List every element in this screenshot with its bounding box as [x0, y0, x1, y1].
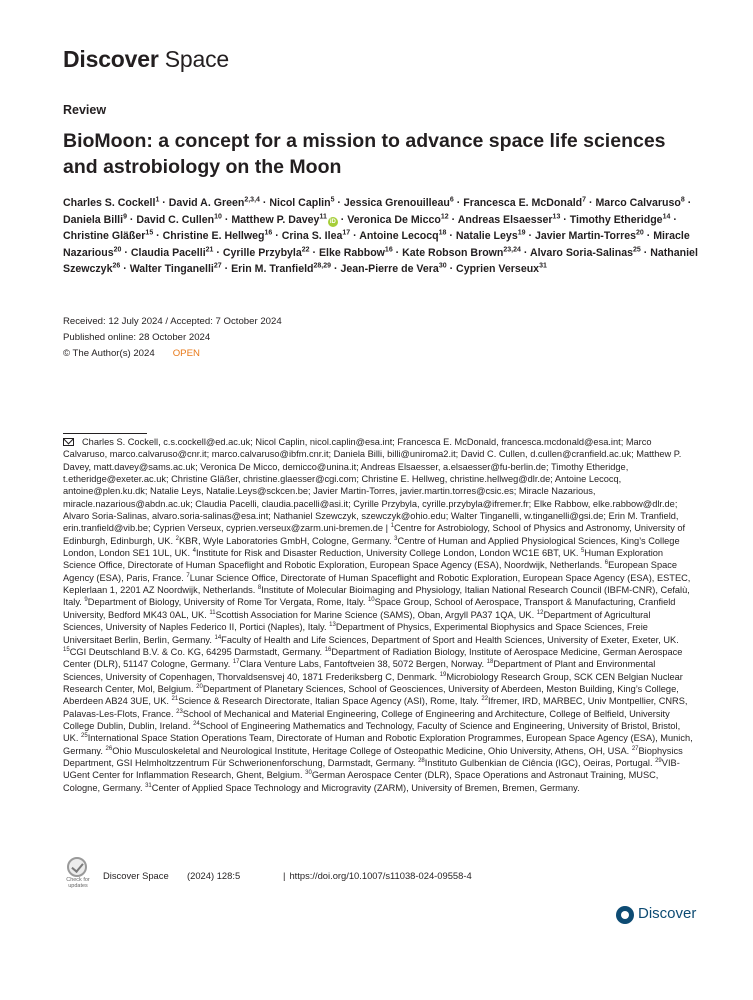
author[interactable] [344, 197, 454, 209]
affiliation-text: European Space Agency (ESA), Paris, France. [63, 560, 678, 583]
author-name: Natalie Leys [455, 230, 518, 243]
affiliation-number: 6 [604, 560, 609, 567]
author-affiliation: 16 [384, 246, 393, 254]
affiliation-number: 9 [84, 597, 88, 604]
publisher-name: Discover [638, 905, 697, 922]
author-name: Crina S. Ilea [281, 230, 343, 243]
author-affiliation: 7 [582, 196, 587, 204]
affiliation-number: 23 [176, 708, 183, 715]
affiliation-text: Institute for Risk and Disaster Reduction, University College London, London WC1E 6BT, UK. [195, 548, 582, 559]
affiliation-text: Department of Radiation Biology, Institute of Aerospace Medicine, German Aerospace Center (DLR), 51147 Cologne, Germany. [63, 646, 683, 670]
affiliation-number: 11 [209, 609, 216, 616]
author-separator: · [153, 230, 163, 243]
author[interactable] [535, 230, 644, 242]
author-name: Francesca E. McDonald [463, 197, 583, 209]
author[interactable] [63, 230, 153, 242]
affiliation-text: Ohio Musculoskeletal and Neurological Institute, Heritage College of Osteopathic Medicine, Ohio University, Athens, OH, USA. [112, 745, 632, 756]
author[interactable] [130, 263, 222, 275]
author-separator: · [453, 197, 464, 209]
author-affiliation: 1 [155, 196, 160, 204]
affiliation-number: 13 [329, 622, 336, 629]
affiliation-number: 28 [418, 757, 425, 764]
author-list [63, 195, 703, 278]
article-dates [63, 314, 282, 362]
author-separator: · [392, 246, 403, 259]
affiliation-text: Department of Physics, Experimental Biophysics and Space Sciences, Freie Universitaet Berlin, Berlin, Germany. [63, 622, 648, 645]
author-name: Christine E. Hellweg [162, 230, 265, 243]
author-separator: · [670, 213, 677, 226]
affiliation-text: Faculty of Health and Life Sciences, Department of Sport and Health Sciences, University of Exeter, Exeter, UK. [221, 634, 679, 645]
author-separator: · [520, 246, 530, 259]
author[interactable] [269, 197, 334, 209]
affiliation-number: 2 [175, 535, 179, 542]
check-for-updates-label: Check for updates [66, 877, 90, 889]
author-affiliation: 26 [112, 262, 121, 270]
affiliation-text: Instituto Gulbenkian de Ciência (IGC), Oeiras, Portugal. [424, 757, 656, 768]
author-affiliation: 13 [552, 213, 561, 221]
author[interactable] [359, 230, 446, 242]
affiliation-number: 1 [390, 523, 394, 530]
discover-logo-icon [616, 906, 634, 924]
affiliation-text: Human Exploration Science Office, Directorate of Human Spaceflight and Robotic Exploration, European Space Agency (ESA), Noordwijk, Netherlands. [63, 548, 664, 571]
author-name: Erin M. Tranfield [231, 263, 314, 276]
author-affiliation: 5 [330, 196, 335, 204]
affiliation-text: Ifremer, IRD, MARBEC, Univ Montpellier, CNRS, Palavas-Les-Flots, France. [63, 696, 688, 719]
author-separator: · [684, 197, 692, 209]
affiliation-text: Department of Biology, University of Rome Tor Vergata, Rome, Italy. [87, 597, 368, 608]
footnote-divider [63, 433, 147, 434]
author-affiliation: 9 [123, 213, 127, 221]
check-icon [67, 857, 87, 877]
affiliation-number: 31 [145, 782, 152, 789]
author-affiliation: 14 [662, 213, 671, 221]
author-name: Timothy Etheridge [569, 213, 663, 226]
author-affiliation: 10 [214, 213, 222, 221]
affiliation-text: German Aerospace Center (DLR), Space Operations and Astronaut Training, MUSC, Cologne, Germany. [63, 770, 659, 793]
author-affiliation: 19 [517, 229, 526, 237]
author-separator: · [525, 230, 535, 243]
affiliation-number: 15 [63, 646, 70, 653]
author-separator: · [331, 263, 341, 276]
affiliation-text: Science & Research Directorate, Italian Space Agency (ASI), Rome, Italy. [178, 696, 482, 707]
author[interactable] [231, 263, 331, 275]
affiliation-number: 18 [486, 659, 494, 666]
page-footer [63, 857, 703, 889]
author-name: Matthew P. Davey [231, 213, 320, 226]
affiliation-text: KBR, Wyle Laboratories GmbH, Cologne, Germany. [178, 535, 395, 546]
author[interactable] [63, 214, 127, 226]
author-separator: · [120, 263, 130, 276]
author-name: Veronica De Micco [347, 213, 441, 226]
affiliation-text: Biophysics Department, GSI Helmholtzzentrum Für Schwerionenforschung, Darmstadt, Germany. [63, 745, 683, 768]
author-separator: · [221, 263, 232, 276]
affiliation-number: 24 [193, 720, 200, 727]
author-name: Marco Calvaruso [595, 197, 681, 209]
affiliation-text: Scottish Association for Marine Science (SAMS), Oban, Argyll PA37 1QA, UK. [215, 609, 537, 620]
affiliation-text: Charles S. Cockell, c.s.cockell@ed.ac.uk; Nicol Caplin, nicol.caplin@esa.int; Francesca E. McDonald, francesca.mcdonald@esa.int; Marco Calvaruso, marco.calvaruso@cnr.it; marco.calvaruso@ibfm.cnr.it; Daniela Billi, billi@uniroma2.it; David C. Cullen, d.cullen@cranfield.ac.uk; Matthew P. Davey, matt.davey@sams.ac.uk; Veronica De Micco, demicco@unina.it; Andreas Elsaesser, a.elsaesser@fu-berlin.de; Timothy Etheridge, t.etheridge@exeter.ac.uk; Christine Gläßer, christine.glaesser@cgi.com; Christine E. Hellweg, christine.hellweg@dlr.de; Antoine Lecocq, antoine@plen.ku.dk; Natalie Leys, Natalie.Leys@sckcen.be; Javier Martin-Torres, javier.martin.torres@csic.es; Miracle Nazarious, miracle.nazarious@abdn.ac.uk; Claudia Pacelli, claudia.pacelli@asi.it; Cyrille Przybyla, cyrille.przybyla@ifremer.fr; Elke Rabbow, elke.rabbow@dlr.de; Alvaro Soria-Salinas, alvaro.soria-salinas@esa.int; Nathaniel Szewczyk, szewczyk@ohio.edu; Walter Tinganelli, w.tinganelli@gsi.de; Erin M. Tranfield, erin.tranfield@vib.be; Cyprien Verseux, cyprien.verseux@zarm.uni-bremen.de | [63, 437, 682, 534]
author[interactable] [223, 247, 310, 259]
check-for-updates-badge[interactable] [63, 857, 93, 889]
affiliation-number: 25 [81, 733, 88, 740]
author-affiliation: 28,29 [313, 262, 332, 270]
affiliation-number: 21 [171, 696, 179, 703]
author-name: Jessica Grenouilleau [343, 197, 450, 209]
affiliation-number: 8 [257, 585, 262, 592]
author-separator: · [272, 230, 282, 243]
journal-name-light: Space [164, 46, 229, 72]
author-separator: · [640, 246, 651, 259]
affiliation-number: 22 [481, 696, 489, 703]
author-separator: · [586, 197, 596, 209]
author-affiliation: 8 [680, 196, 685, 204]
author-affiliation: 27 [213, 262, 222, 270]
author-separator: · [259, 197, 270, 209]
author-separator: · [221, 213, 232, 226]
journal-name [63, 46, 229, 73]
doi-link[interactable]: https://doi.org/10.1007/s11038-024-09558-4 [289, 870, 472, 881]
correspondence-affiliations [63, 436, 693, 794]
affiliation-number: 12 [536, 609, 544, 616]
affiliation-number: 14 [214, 634, 222, 641]
author-separator: · [334, 197, 344, 209]
author-name: Cyrille Przybyla [222, 246, 302, 259]
author[interactable] [63, 197, 159, 209]
affiliation-number: 20 [196, 683, 203, 690]
copyright-line [63, 346, 282, 362]
author-affiliation: 11 [319, 213, 327, 221]
author-name: Claudia Pacelli [130, 246, 206, 259]
author-name: Jean-Pierre de Vera [340, 263, 439, 276]
author[interactable] [595, 197, 684, 209]
author-affiliation: 30 [438, 262, 447, 270]
author-name: Javier Martin-Torres [534, 230, 637, 243]
received-accepted-date: Received: 12 July 2024 / Accepted: 7 October 2024 [63, 316, 282, 327]
author-name: Christine Gläßer [63, 230, 146, 243]
affiliation-number: 19 [439, 671, 447, 678]
author-affiliation: 22 [301, 246, 310, 254]
author-separator: · [560, 213, 570, 226]
author-name: Andreas Elsaesser [457, 213, 553, 226]
affiliation-text: Space Group, School of Aerospace, Transport & Manufacturing, Cranfield University, Bedford MK43 0AL, UK. [63, 597, 676, 620]
author-name: David A. Green [168, 197, 245, 209]
author[interactable] [136, 214, 222, 226]
affiliation-text: Center of Applied Space Technology and Microgravity (ZARM), University of Bremen, Bremen, Germany. [151, 782, 580, 793]
affiliation-text: CGI Deutschland B.V. & Co. KG, 64295 Darmstadt, Germany. [69, 646, 325, 657]
author[interactable] [131, 247, 214, 259]
author[interactable] [570, 214, 671, 226]
author[interactable] [402, 247, 521, 259]
author-affiliation: 23,24 [503, 246, 521, 254]
author[interactable] [347, 214, 448, 226]
affiliation-text: Department of Agricultural Sciences, University of Naples Federico II, Portici (Naples), Italy. [63, 609, 651, 633]
affiliation-text: Lunar Science Office, Directorate of Human Spaceflight and Robotic Exploration, European Space Agency (ESA), ESTEC, Keplerlaan 1, 2201 AZ Noordwijk, Netherlands. [63, 572, 691, 596]
affiliation-text: Clara Venture Labs, Fantoftveien 38, 5072 Bergen, Norway. [239, 659, 487, 670]
author-separator: · [446, 230, 456, 243]
author-name: Nathaniel Szewczyk [63, 246, 698, 276]
author[interactable] [456, 230, 526, 242]
journal-name-bold: Discover [63, 46, 159, 72]
affiliation-text: VIB-UGent Center for Inflammation Research, Ghent, Belgium. [63, 757, 680, 781]
author-affiliation: 2,3,4 [244, 196, 260, 204]
author-affiliation: 31 [539, 262, 547, 270]
author[interactable] [163, 230, 273, 242]
author-affiliation: 20 [113, 246, 122, 254]
author[interactable] [282, 230, 350, 242]
author-name: Elke Rabbow [318, 246, 385, 259]
author-name: Kate Robson Brown [402, 246, 504, 259]
affiliation-number: 26 [105, 745, 113, 752]
affiliation-text: International Space Station Operations Team, Directorate of Human and Robotic Exploration Programmes, European Space Agency (ESA), Munich, Germany. [63, 733, 693, 756]
orcid-icon[interactable]: iD [329, 218, 336, 225]
author-affiliation: 6 [449, 196, 454, 204]
author-separator: · [643, 230, 654, 243]
author[interactable] [530, 247, 641, 259]
affiliation-text: Centre of Human and Applied Physiological Sciences, King’s College London, London SE1 1UL, UK. [63, 535, 680, 559]
open-access-badge[interactable]: OPEN [172, 348, 200, 359]
author-affiliation: 20 [636, 229, 644, 237]
author-affiliation: 12 [440, 213, 449, 221]
author[interactable] [319, 247, 393, 259]
published-date: Published online: 28 October 2024 [63, 332, 211, 343]
author[interactable] [463, 197, 586, 209]
author-affiliation: 21 [205, 246, 214, 254]
mail-icon [63, 438, 74, 446]
footer-separator: | [283, 870, 286, 881]
author-separator: · [159, 197, 169, 209]
affiliation-text: Institute of Molecular Bioimaging and Physiology, Italian National Research Council (IBFM-CNR), Cefalù, Italy. [63, 585, 690, 608]
author[interactable] [169, 197, 260, 209]
author-separator: · [337, 213, 348, 226]
author-separator: · [448, 213, 458, 226]
affiliation-number: 16 [324, 646, 332, 653]
affiliation-number: 7 [186, 572, 190, 579]
footer-citation: (2024) 128:5 [187, 870, 241, 881]
publisher-logo[interactable] [616, 904, 696, 926]
author-affiliation: 17 [342, 229, 351, 237]
affiliation-text: Department of Plant and Environmental Sciences, University of Copenhagen, Thorvaldsensvej 40, 1871 Frederiksberg C, Denmark. [63, 659, 656, 682]
affiliation-number: 10 [367, 597, 375, 604]
article-type: Review [63, 103, 107, 117]
affiliation-text: Centre for Astrobiology, School of Physics and Astronomy, University of Edinburgh, Edinburgh, UK. [63, 523, 686, 546]
affiliation-number: 3 [394, 535, 398, 542]
author[interactable] [458, 214, 561, 226]
author-separator: · [126, 213, 137, 226]
author-separator: · [350, 230, 360, 243]
author-separator: · [309, 246, 319, 259]
author-name: Cyprien Verseux [456, 263, 540, 276]
affiliation-number: 5 [581, 548, 585, 555]
article-title: BioMoon: a concept for a mission to advance space life sciences and astrobiology on the Moon [63, 130, 666, 178]
author-name: Nicol Caplin [269, 197, 331, 209]
affiliation-number: 17 [232, 659, 240, 666]
footer-doi-line [283, 870, 472, 881]
affiliation-number: 4 [192, 548, 196, 555]
author-separator: · [446, 263, 457, 276]
footer-journal: Discover Space [103, 870, 169, 881]
author-name: Alvaro Soria-Salinas [529, 246, 633, 259]
affiliation-number: 30 [305, 770, 312, 777]
author-name: Antoine Lecocq [359, 230, 439, 243]
affiliation-number: 27 [631, 745, 639, 752]
author-name: Walter Tinganelli [129, 263, 214, 276]
author-affiliation: 18 [438, 229, 447, 237]
affiliation-text: School of Engineering Mathematics and Technology, Faculty of Science and Engineering, University of Bristol, Bristol, UK. [63, 720, 681, 744]
author[interactable] [231, 214, 338, 226]
affiliation-text: School of Mechanical and Material Engineering, College of Engineering and Architecture, College of Belfield, University College Dublin, Dublin, Ireland. [63, 708, 670, 731]
author-affiliation: 16 [264, 229, 273, 237]
author-separator: · [213, 246, 223, 259]
author-separator: · [121, 246, 131, 259]
author-name: Miracle Nazarious [63, 230, 690, 259]
author[interactable] [340, 263, 446, 275]
affiliation-text: Microbiology Research Group, SCK CEN Belgian Nuclear Research Center, Mol, Belgium. [63, 671, 683, 694]
affiliation-number: 29 [655, 757, 662, 764]
author[interactable] [456, 263, 547, 275]
author-name: Charles S. Cockell [63, 197, 156, 209]
affiliation-text: Department of Planetary Sciences, School of Geosciences, University of Aberdeen, Meston Building, King’s College, Aberdeen AB24 3UE, UK. [63, 683, 679, 707]
copyright: © The Author(s) 2024 [63, 348, 155, 359]
author-name: Daniela Billi [63, 213, 124, 226]
author-affiliation: 25 [632, 246, 641, 254]
author-name: David C. Cullen [136, 213, 215, 226]
author-affiliation: 15 [145, 229, 154, 237]
